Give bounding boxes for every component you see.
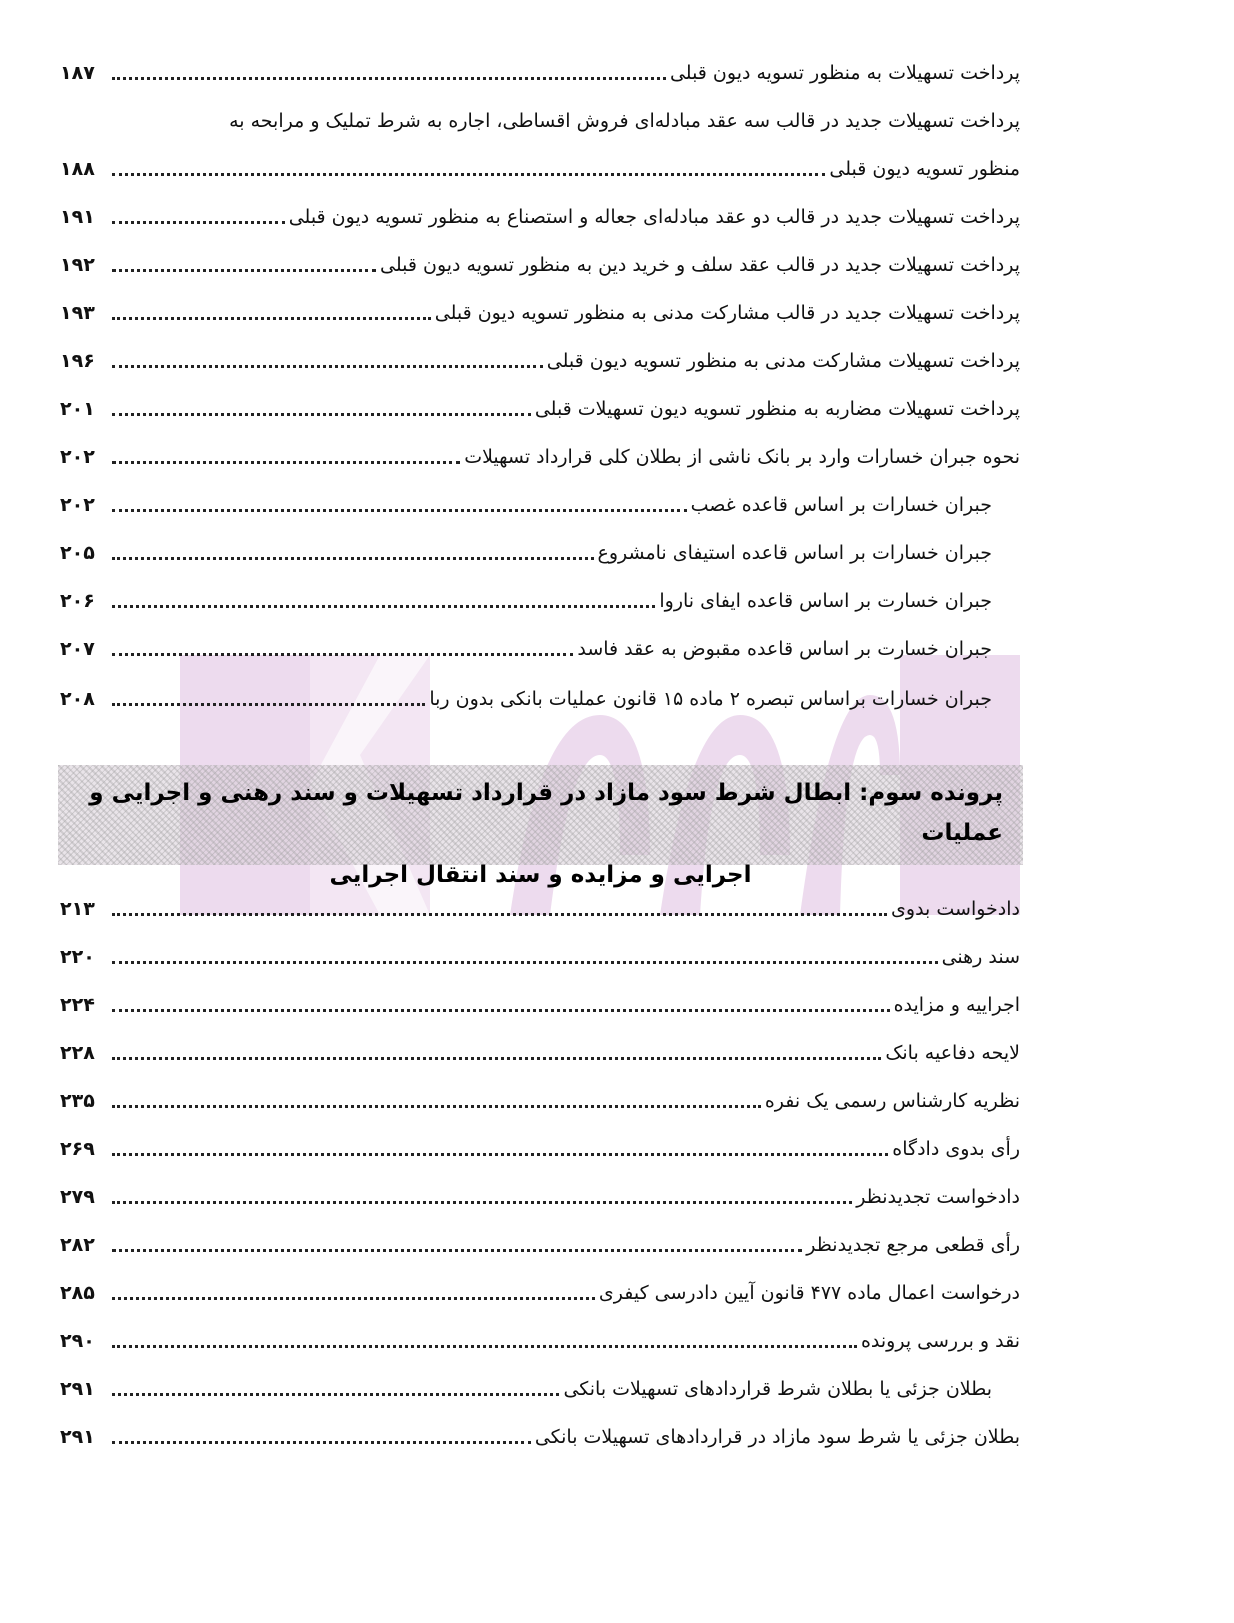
toc-entry-title: اجراییه و مزایده xyxy=(893,994,1020,1016)
toc-entry[interactable] xyxy=(60,930,1020,974)
toc-entry-page: ۲۲۰ xyxy=(60,946,95,968)
toc-entry[interactable] xyxy=(60,1170,1020,1214)
toc-entry-title: جبران خسارات براساس تبصره ۲ ماده ۱۵ قانون عملیات بانکی بدون ربا xyxy=(429,688,992,710)
toc-entry-title: جبران خسارت بر اساس قاعده ایفای ناروا xyxy=(659,590,992,612)
toc-entry-page: ۱۹۲ xyxy=(60,254,95,276)
toc-entry-title: نظریه کارشناس رسمی یک نفره xyxy=(764,1090,1020,1112)
toc-entry-title: پرداخت تسهیلات مشارکت مدنی به منظور تسویه دیون قبلی xyxy=(546,350,1020,372)
toc-entry[interactable] xyxy=(60,1314,1020,1358)
toc-entry[interactable] xyxy=(60,382,1020,426)
leader-dots xyxy=(112,461,460,464)
leader-dots xyxy=(112,1153,888,1156)
toc-entry-page: ۲۹۰ xyxy=(60,1330,95,1352)
toc-entry-title: سند رهنی xyxy=(941,946,1020,968)
leader-dots xyxy=(112,317,431,320)
toc-entry-title: جبران خسارت بر اساس قاعده مقبوض به عقد فاسد xyxy=(577,638,992,660)
toc-entry-title: رأی بدوی دادگاه xyxy=(892,1138,1020,1160)
toc-entry-page: ۱۸۷ xyxy=(60,62,95,84)
leader-dots xyxy=(112,961,938,964)
toc-entry[interactable] xyxy=(60,286,1020,330)
leader-dots xyxy=(112,1441,531,1444)
toc-entry-title: پرداخت تسهیلات مضاربه به منظور تسویه دیون تسهیلات قبلی xyxy=(534,398,1020,420)
toc-entry-page: ۲۲۴ xyxy=(60,994,95,1016)
toc-entry-title: جبران خسارات بر اساس قاعده استیفای نامشروع xyxy=(597,542,992,564)
leader-dots xyxy=(112,365,543,368)
leader-dots xyxy=(112,221,285,224)
leader-dots xyxy=(112,1057,881,1060)
toc-entry-title: پرداخت تسهیلات به منظور تسویه دیون قبلی xyxy=(669,62,1020,84)
leader-dots xyxy=(112,1249,802,1252)
leader-dots xyxy=(112,703,425,706)
toc-entry-title: نحوه جبران خسارات وارد بر بانک ناشی از بطلان کلی قرارداد تسهیلات xyxy=(464,446,1020,468)
leader-dots xyxy=(112,1201,852,1204)
toc-entry-title: نقد و بررسی پرونده xyxy=(860,1330,1020,1352)
toc-entry-page: ۲۸۲ xyxy=(60,1234,95,1256)
toc-entry[interactable] xyxy=(60,238,1020,282)
section-heading-line-2: اجرایی و مزایده و سند انتقال اجرایی xyxy=(329,862,752,888)
leader-dots xyxy=(112,653,573,656)
toc-entry-page: ۲۰۱ xyxy=(60,398,95,420)
toc-entry-page: ۲۲۸ xyxy=(60,1042,95,1064)
toc-subentry[interactable] xyxy=(60,574,1020,618)
toc-entry-title: پرداخت تسهیلات جدید در قالب سه عقد مبادله‌ای فروش اقساطی، اجاره به شرط تملیک و مرابحه به xyxy=(229,110,1020,132)
section-heading xyxy=(58,765,1023,888)
toc-entry[interactable] xyxy=(60,430,1020,474)
toc-entry-page: ۲۱۳ xyxy=(60,898,95,920)
toc-entry-page: ۲۷۹ xyxy=(60,1186,95,1208)
toc-entry-title: بطلان جزئی یا بطلان شرط قراردادهای تسهیلات بانکی xyxy=(563,1378,992,1400)
toc-entry-page: ۲۳۵ xyxy=(60,1090,95,1112)
toc-entry-page: ۱۹۱ xyxy=(60,206,95,228)
toc-entry-title: پرداخت تسهیلات جدید در قالب عقد سلف و خرید دین به منظور تسویه دیون قبلی xyxy=(380,254,1020,276)
toc-entry[interactable] xyxy=(60,190,1020,234)
toc-entry-title: دادخواست بدوی xyxy=(891,898,1020,920)
toc-entry-page: ۲۹۱ xyxy=(60,1426,95,1448)
toc-entry[interactable] xyxy=(60,882,1020,926)
leader-dots xyxy=(112,557,594,560)
toc-entry[interactable] xyxy=(60,334,1020,378)
toc-entry-page: ۲۰۶ xyxy=(60,590,95,612)
toc-entry-page: ۱۸۸ xyxy=(60,158,95,180)
toc-entry-page: ۱۹۳ xyxy=(60,302,95,324)
leader-dots xyxy=(112,1393,559,1396)
toc-entry-title: جبران خسارات بر اساس قاعده غصب xyxy=(690,494,992,516)
toc-entry[interactable] xyxy=(60,1410,1020,1454)
toc-entry-page: ۲۰۷ xyxy=(60,638,95,660)
toc-entry-title: رأی قطعی مرجع تجدیدنظر xyxy=(806,1234,1020,1256)
leader-dots xyxy=(112,1345,857,1348)
toc-subentry[interactable] xyxy=(60,672,1020,716)
toc-subentry[interactable] xyxy=(60,622,1020,666)
toc-subentry[interactable] xyxy=(60,478,1020,522)
toc-entry-page: ۲۰۲ xyxy=(60,494,95,516)
toc-entry-title: پرداخت تسهیلات جدید در قالب مشارکت مدنی به منظور تسویه دیون قبلی xyxy=(434,302,1020,324)
toc-entry-title: منظور تسویه دیون قبلی xyxy=(829,158,1020,180)
toc-entry-page: ۲۰۸ xyxy=(60,688,95,710)
toc-entry[interactable] xyxy=(60,1074,1020,1118)
toc-entry-page: ۲۰۲ xyxy=(60,446,95,468)
toc-subentry[interactable] xyxy=(60,526,1020,570)
section-heading-line-1: پرونده سوم: ابطال شرط سود مازاد در قرارداد تسهیلات و سند رهنی و اجرایی و عملیات xyxy=(89,780,1003,846)
leader-dots xyxy=(112,1297,595,1300)
leader-dots xyxy=(112,413,531,416)
toc-entry[interactable] xyxy=(60,1218,1020,1262)
toc-entry[interactable] xyxy=(60,1266,1020,1310)
toc-entry[interactable] xyxy=(60,46,1020,90)
leader-dots xyxy=(112,173,825,176)
toc-entry-page: ۲۸۵ xyxy=(60,1282,95,1304)
toc-entry-title: درخواست اعمال ماده ۴۷۷ قانون آیین دادرسی کیفری xyxy=(598,1282,1020,1304)
toc-entry-page: ۲۹۱ xyxy=(60,1378,95,1400)
leader-dots xyxy=(112,1009,890,1012)
toc-entry-page: ۲۰۵ xyxy=(60,542,95,564)
leader-dots xyxy=(112,509,687,512)
toc-entry[interactable] xyxy=(60,1026,1020,1070)
leader-dots xyxy=(112,77,666,80)
toc-entry[interactable] xyxy=(60,978,1020,1022)
toc-entry-title: پرداخت تسهیلات جدید در قالب دو عقد مبادله‌ای جعاله و استصناع به منظور تسویه دیون قبلی xyxy=(288,206,1020,228)
leader-dots xyxy=(112,913,887,916)
toc-subentry[interactable] xyxy=(60,1362,1020,1406)
toc-entry-page: ۲۶۹ xyxy=(60,1138,95,1160)
leader-dots xyxy=(112,605,655,608)
toc-entry-page: ۱۹۶ xyxy=(60,350,95,372)
toc-entry[interactable] xyxy=(60,1122,1020,1166)
toc-entry-title: لایحه دفاعیه بانک xyxy=(885,1042,1020,1064)
toc-entry[interactable] xyxy=(60,94,1020,138)
leader-dots xyxy=(112,1105,761,1108)
toc-entry-title: دادخواست تجدیدنظر xyxy=(856,1186,1020,1208)
toc-entry[interactable] xyxy=(60,142,1020,186)
toc-entry-title: بطلان جزئی یا شرط سود مازاد در قراردادهای تسهیلات بانکی xyxy=(534,1426,1020,1448)
leader-dots xyxy=(112,269,376,272)
